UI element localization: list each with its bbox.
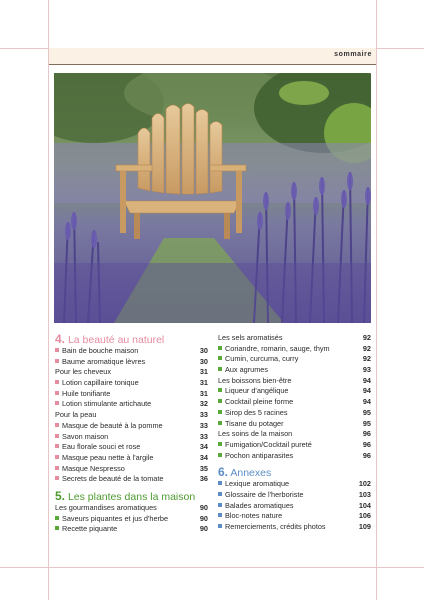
bullet-square-icon bbox=[55, 391, 59, 395]
section-heading-4: 4. La beauté au naturel bbox=[55, 332, 165, 346]
toc-entry-title: Bloc-notes nature bbox=[218, 511, 357, 522]
bullet-square-icon bbox=[55, 466, 59, 470]
toc-page-number: 92 bbox=[362, 354, 371, 364]
toc-entry-row bbox=[55, 399, 208, 410]
bullet-square-icon bbox=[55, 434, 59, 438]
toc-entry-title: Eau florale souci et rose bbox=[55, 442, 194, 453]
toc-entry-title: Liqueur d'angélique bbox=[218, 386, 357, 397]
toc-category-row bbox=[55, 367, 208, 378]
bullet-square-icon bbox=[218, 346, 222, 350]
toc-entry-title: Aux agrumes bbox=[218, 365, 357, 376]
toc-entry-title: Lotion stimulante artichaute bbox=[55, 399, 194, 410]
bullet-square-icon bbox=[55, 444, 59, 448]
bullet-square-icon bbox=[218, 503, 222, 507]
toc-entry-row bbox=[218, 511, 371, 522]
toc-entry-title: Masque de beauté à la pomme bbox=[55, 421, 194, 432]
toc-page-number: 35 bbox=[199, 463, 208, 473]
toc-page-number: 31 bbox=[199, 367, 208, 377]
toc-entry-title: Lexique aromatique bbox=[218, 479, 357, 490]
toc-entry-row bbox=[55, 474, 208, 485]
toc-entry-title: Lotion capillaire tonique bbox=[55, 378, 194, 389]
toc-entry-title: Baume aromatique lèvres bbox=[55, 357, 194, 368]
toc-page-number: 30 bbox=[199, 356, 208, 366]
toc-entry-row bbox=[218, 344, 371, 355]
section-heading-6: 6. Annexes bbox=[218, 465, 272, 480]
toc-entry-row bbox=[218, 386, 371, 397]
toc-page-number: 94 bbox=[362, 386, 371, 396]
toc-page-number: 94 bbox=[362, 397, 371, 407]
header-label: sommaire bbox=[334, 51, 372, 58]
toc-page-number: 96 bbox=[362, 429, 371, 439]
toc-page-number: 32 bbox=[199, 399, 208, 409]
toc-entry-title: Tisane du potager bbox=[218, 419, 357, 430]
toc-page-number: 33 bbox=[199, 431, 208, 441]
toc-entry-title: Bain de bouche maison bbox=[55, 346, 194, 357]
bullet-square-icon bbox=[218, 453, 222, 457]
toc-page-number: 92 bbox=[362, 343, 371, 353]
toc-entry-row bbox=[55, 432, 208, 443]
toc-page-number: 95 bbox=[362, 418, 371, 428]
toc-entry-row bbox=[218, 451, 371, 462]
toc-page-number: 90 bbox=[199, 524, 208, 534]
bullet-square-icon bbox=[218, 399, 222, 403]
toc-page-number: 36 bbox=[199, 474, 208, 484]
toc-entry-title: Masque Nespresso bbox=[55, 464, 194, 475]
toc-page-number: 103 bbox=[358, 489, 371, 499]
bullet-square-icon bbox=[218, 442, 222, 446]
toc-entry-title: Cumin, curcuma, curry bbox=[218, 354, 357, 365]
toc-entry-title: Fumigation/Cocktail pureté bbox=[218, 440, 357, 451]
crop-mark-right bbox=[376, 0, 377, 600]
bullet-square-icon bbox=[218, 421, 222, 425]
toc-entry-title: Pour la peau bbox=[55, 410, 97, 420]
toc-page-number: 104 bbox=[358, 500, 371, 510]
toc-entry-row bbox=[218, 501, 371, 512]
crop-mark-bottom bbox=[0, 567, 424, 568]
toc-entry-row bbox=[218, 419, 371, 430]
bullet-square-icon bbox=[55, 455, 59, 459]
toc-entry-title: Savon maison bbox=[55, 432, 194, 443]
toc-entry-title: Masque peau nette à l'argile bbox=[55, 453, 194, 464]
toc-category-row bbox=[55, 503, 208, 514]
toc-page-number: 34 bbox=[199, 452, 208, 462]
toc-category-row bbox=[218, 333, 371, 344]
bullet-square-icon bbox=[218, 356, 222, 360]
toc-entry-row bbox=[218, 479, 371, 490]
toc-entry-title: Recette piquante bbox=[55, 524, 194, 535]
toc-page-number: 93 bbox=[362, 365, 371, 375]
bullet-square-icon bbox=[55, 423, 59, 427]
toc-entry-title: Cocktail pleine forme bbox=[218, 397, 357, 408]
toc-entry-row bbox=[218, 522, 371, 533]
toc-page-number: 33 bbox=[199, 420, 208, 430]
toc-entry-row bbox=[55, 524, 208, 535]
toc-page-number: 109 bbox=[358, 522, 371, 531]
toc-entry-row bbox=[218, 365, 371, 376]
bullet-square-icon bbox=[55, 526, 59, 530]
bullet-square-icon bbox=[218, 492, 222, 496]
toc-entry-title: Pochon antiparasites bbox=[218, 451, 357, 462]
toc-page-number: 94 bbox=[362, 375, 371, 385]
toc-page-number: 31 bbox=[199, 388, 208, 398]
toc-page-number: 90 bbox=[199, 513, 208, 523]
toc-entry-title: Coriandre, romarin, sauge, thym bbox=[218, 344, 357, 355]
lavender-chair-photo bbox=[54, 73, 371, 323]
crop-mark-left bbox=[48, 0, 49, 600]
toc-page-number: 33 bbox=[199, 410, 208, 420]
toc-page-number: 96 bbox=[362, 439, 371, 449]
toc-category-row bbox=[218, 429, 371, 440]
toc-entry-row bbox=[55, 357, 208, 368]
toc-page-number: 92 bbox=[362, 333, 371, 342]
toc-page-number: 31 bbox=[199, 378, 208, 388]
toc-entry-row bbox=[218, 408, 371, 419]
toc-page-number: 34 bbox=[199, 442, 208, 452]
toc-entry-title: Saveurs piquantes et jus d'herbe bbox=[55, 514, 194, 525]
bullet-square-icon bbox=[218, 410, 222, 414]
bullet-square-icon bbox=[218, 481, 222, 485]
header-band bbox=[49, 48, 376, 65]
bullet-square-icon bbox=[55, 380, 59, 384]
toc-entry-title: Les boissons bien-être bbox=[218, 375, 292, 385]
bullet-square-icon bbox=[55, 476, 59, 480]
bullet-square-icon bbox=[55, 401, 59, 405]
bullet-square-icon bbox=[218, 513, 222, 517]
toc-entry-row bbox=[55, 421, 208, 432]
bullet-square-icon bbox=[218, 524, 222, 528]
toc-column-left bbox=[55, 333, 208, 535]
toc-entry-title: Pour les cheveux bbox=[55, 367, 111, 377]
bullet-square-icon bbox=[55, 359, 59, 363]
toc-entry-title: Les soins de la maison bbox=[218, 429, 293, 439]
toc-entry-title: Secrets de beauté de la tomate bbox=[55, 474, 194, 485]
toc-category-row bbox=[55, 410, 208, 421]
toc-page-number: 30 bbox=[199, 346, 208, 355]
toc-entry-title: Sirop des 5 racines bbox=[218, 408, 357, 419]
toc-entry-row bbox=[55, 453, 208, 464]
bullet-square-icon bbox=[218, 388, 222, 392]
toc-entry-title: Les gourmandises aromatiques bbox=[55, 502, 157, 512]
toc-entry-title: Balades aromatiques bbox=[218, 501, 357, 512]
toc-entry-row bbox=[55, 389, 208, 400]
bullet-square-icon bbox=[55, 516, 59, 520]
toc-entry-row bbox=[218, 490, 371, 501]
toc-entry-row bbox=[55, 464, 208, 475]
toc-entry-title: Les sels aromatisés bbox=[218, 333, 283, 342]
section-heading-5: 5. Les plantes dans la maison bbox=[55, 488, 196, 503]
bullet-square-icon bbox=[55, 348, 59, 352]
toc-entry-row bbox=[55, 346, 208, 357]
toc-column-right bbox=[218, 333, 371, 533]
toc-entry-title: Remerciements, crédits photos bbox=[218, 522, 357, 533]
toc-entry-row bbox=[218, 354, 371, 365]
toc-page-number: 90 bbox=[199, 502, 208, 512]
toc-entry-row bbox=[55, 514, 208, 525]
toc-page-number: 95 bbox=[362, 407, 371, 417]
header-rule bbox=[49, 64, 376, 65]
toc-entry-row bbox=[55, 442, 208, 453]
toc-entry-row bbox=[218, 397, 371, 408]
bullet-square-icon bbox=[218, 367, 222, 371]
toc-page-number: 102 bbox=[358, 479, 371, 489]
toc-page-number: 96 bbox=[362, 450, 371, 460]
toc-page-number: 106 bbox=[358, 511, 371, 521]
toc-category-row bbox=[218, 376, 371, 387]
toc-entry-row bbox=[55, 378, 208, 389]
toc-entry-title: Huile tonifiante bbox=[55, 389, 194, 400]
toc-entry-row bbox=[218, 440, 371, 451]
toc-entry-title: Glossaire de l'herboriste bbox=[218, 490, 357, 501]
